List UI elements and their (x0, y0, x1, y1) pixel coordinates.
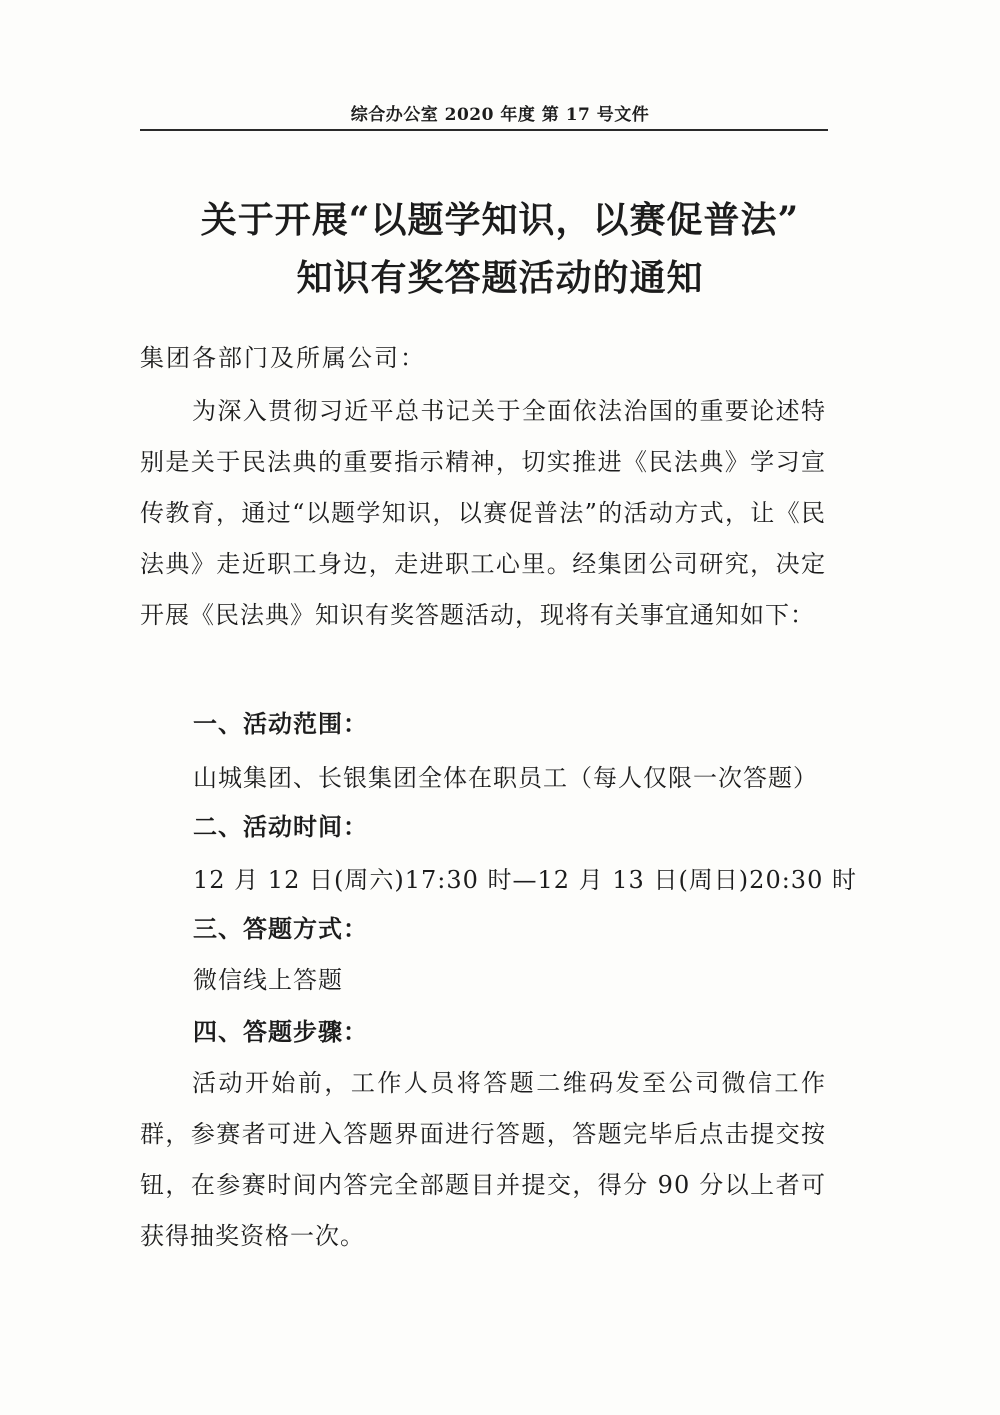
notice-title-line-2: 知识有奖答题活动的通知 (296, 257, 704, 299)
section-body-scope: 山城集团、长银集团全体在职员工（每人仅限一次答题） (193, 764, 818, 792)
section-body-steps: 活动开始前，工作人员将答题二维码发至公司微信工作群，参赛者可进入答题界面进行答题，答题完毕后点击提交按钮，在参赛时间内答完全部题目并提交，得分 90 分以上者可获得抽奖资格一次。 (140, 1069, 826, 1250)
header-divider (140, 129, 828, 131)
section-heading-method: 三、答题方式： (193, 914, 368, 943)
intro-paragraph: 为深入贯彻习近平总书记关于全面依法治国的重要论述特别是关于民法典的重要指示精神，切实推进《民法典》学习宣传教育，通过“以题学知识，以赛促普法”的活动方式，让《民法典》走近职工身边，走进职工心里。经集团公司研究，决定开展《民法典》知识有奖答题活动，现将有关事宜通知如下： (140, 397, 826, 629)
section-body-method: 微信线上答题 (193, 966, 343, 994)
section-heading-scope: 一、活动范围： (193, 709, 368, 738)
section-heading-time: 二、活动时间： (193, 812, 368, 841)
salutation: 集团各部门及所属公司： (140, 344, 426, 372)
notice-title-line-1: 关于开展“以题学知识，以赛促普法” (200, 199, 800, 241)
document-number-header: 综合办公室 2020 年度 第 17 号文件 (350, 105, 650, 125)
section-body-time: 12 月 12 日(周六)17:30 时—12 月 13 日(周日)20:30 时 (193, 866, 857, 894)
section-heading-steps: 四、答题步骤： (193, 1017, 368, 1046)
